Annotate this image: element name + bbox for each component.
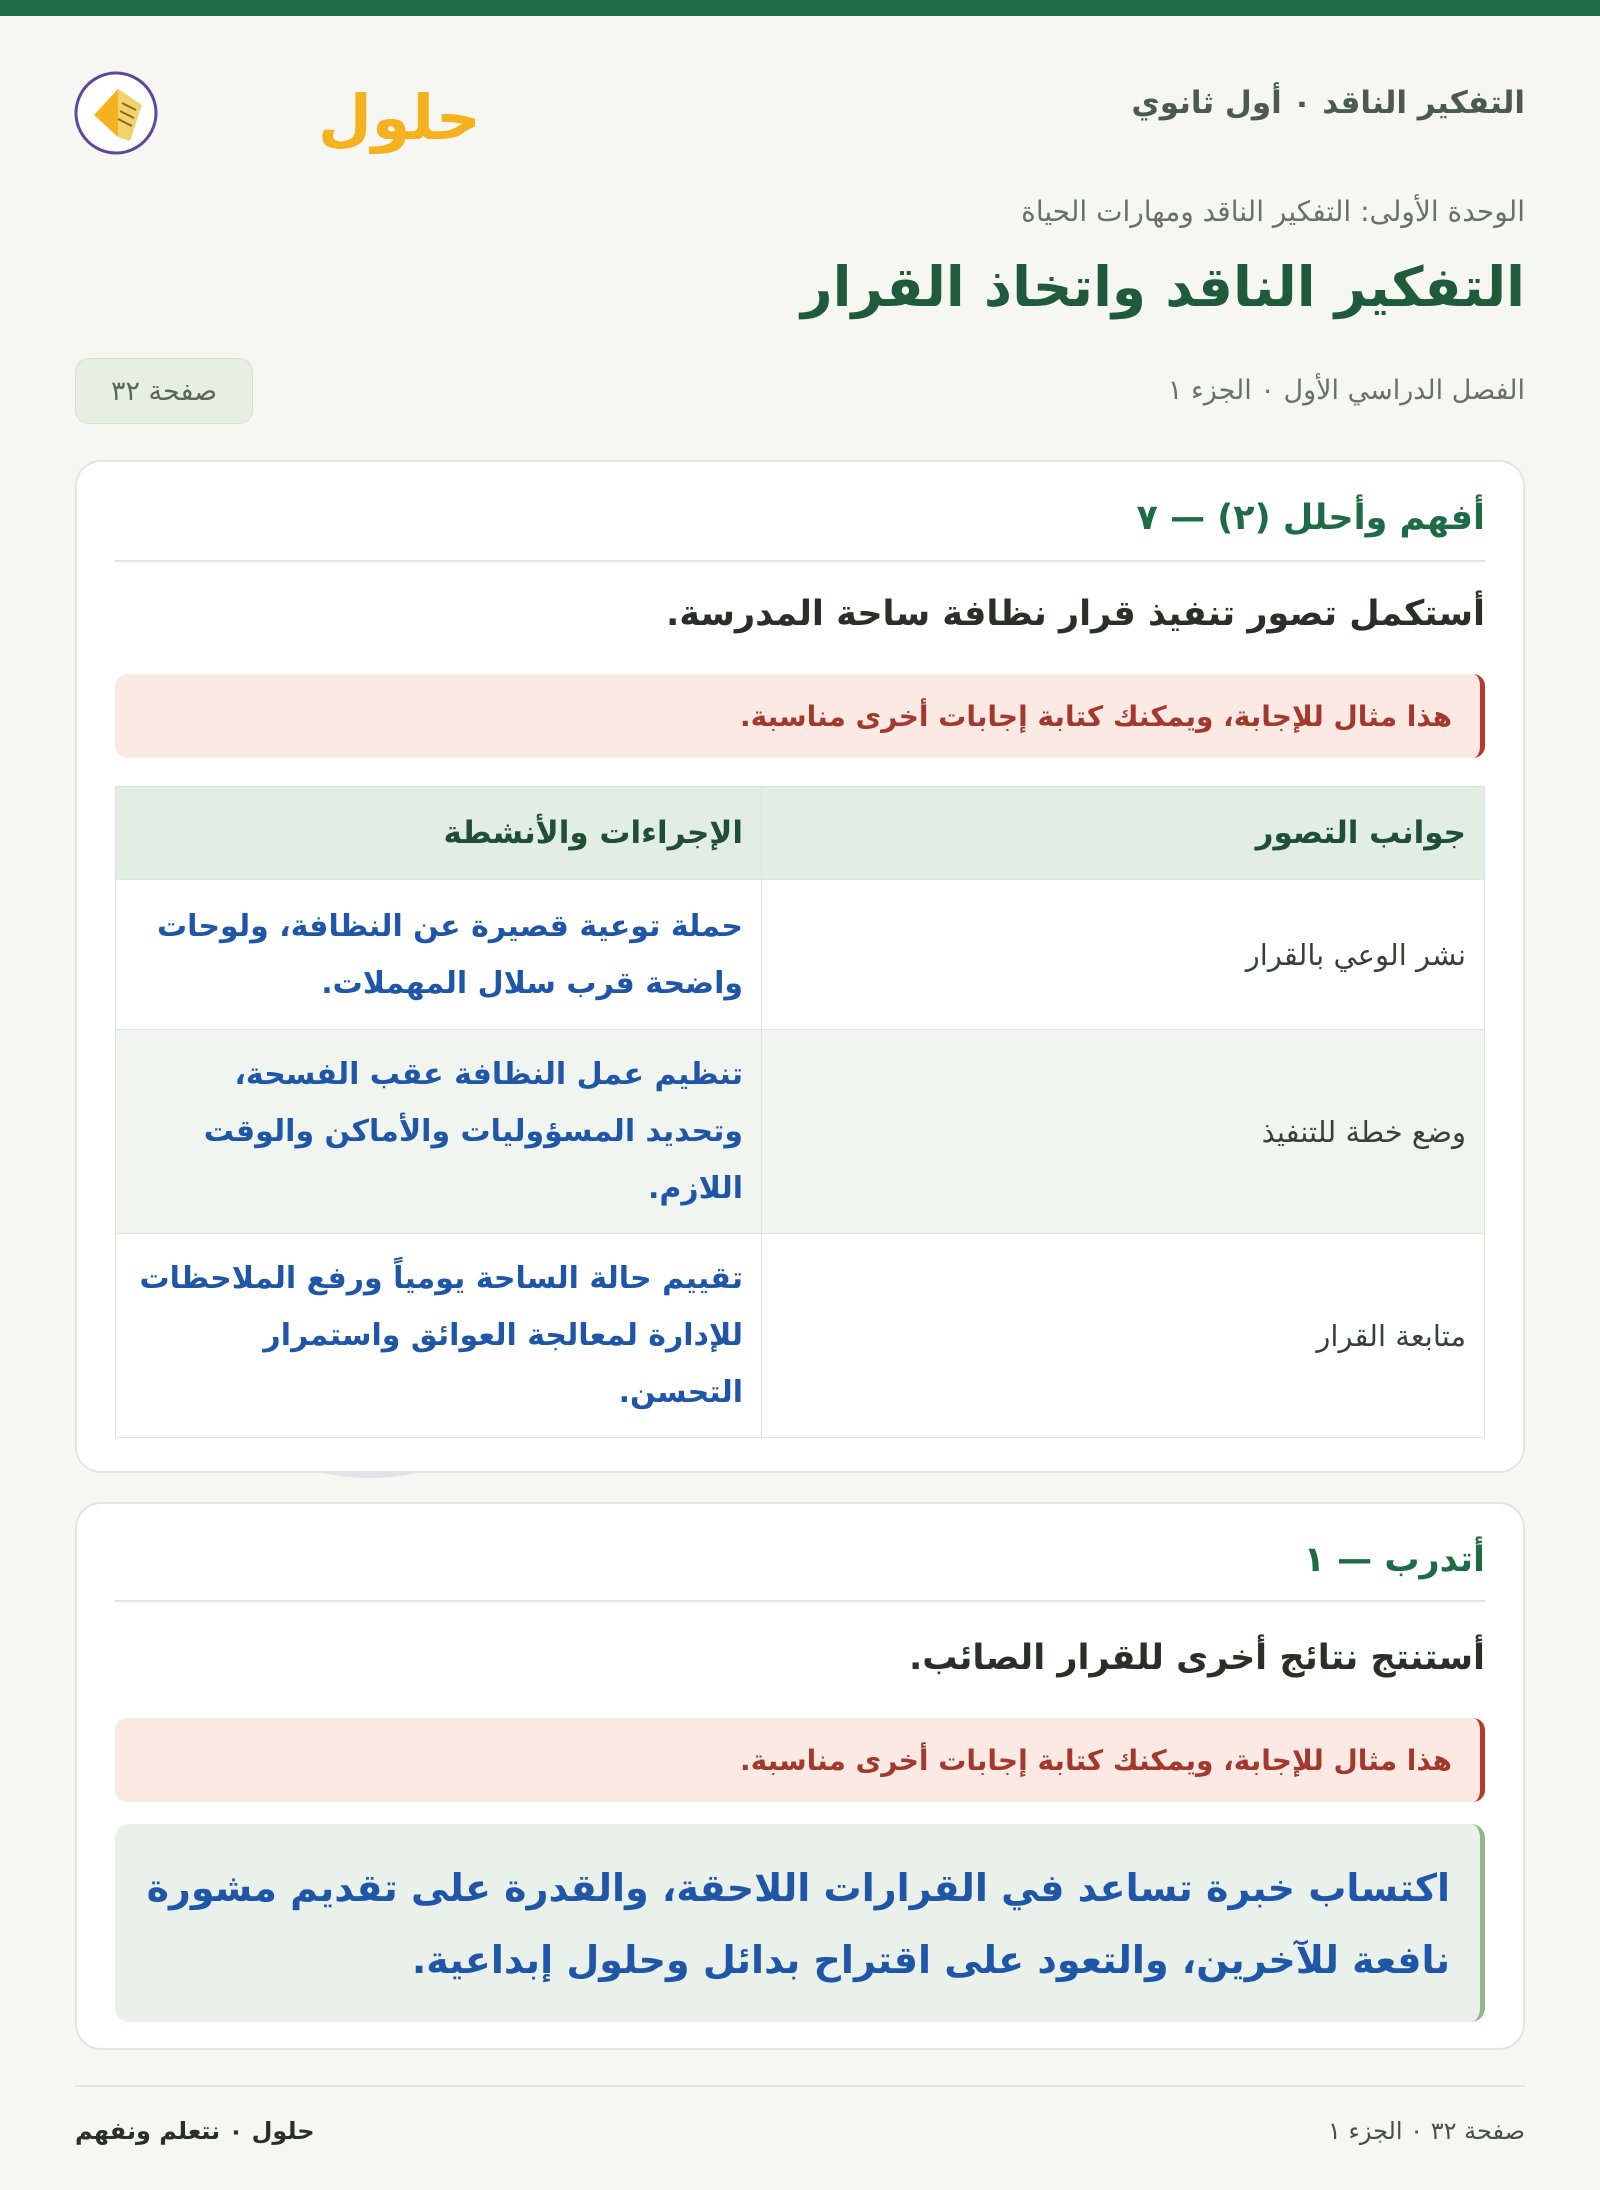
example-note: هذا مثال للإجابة، ويمكنك كتابة إجابات أخرى مناسبة.	[115, 1718, 1485, 1802]
action-cell: تقييم حالة الساحة يومياً ورفع الملاحظات للإدارة لمعالجة العوائق واستمرار التحسن.	[116, 1234, 762, 1438]
page-badge: صفحة ٣٢	[75, 358, 253, 424]
exercise-card-2	[75, 1502, 1525, 2050]
exercise-card-1	[75, 460, 1525, 1473]
response-table	[115, 786, 1485, 1438]
unit-label: الوحدة الأولى: التفكير الناقد ومهارات الحياة	[1021, 195, 1525, 228]
lesson-title: التفكير الناقد واتخاذ القرار	[800, 255, 1525, 319]
answer-box: اكتساب خبرة تساعد في القرارات اللاحقة، والقدرة على تقديم مشورة نافعة للآخرين، والتعود على اقتراح بدائل وحلول إبداعية.	[115, 1824, 1485, 2022]
logo[interactable]	[72, 55, 481, 170]
footer-divider	[75, 2085, 1525, 2087]
subject-label: التفكير الناقد ٠ أول ثانوي	[1131, 85, 1525, 121]
aspect-cell: وضع خطة للتنفيذ	[762, 1030, 1485, 1234]
action-cell: حملة توعية قصيرة عن النظافة، ولوحات واضحة قرب سلال المهملات.	[116, 880, 762, 1030]
table-header-aspect: جوانب التصور	[762, 787, 1485, 880]
section-divider	[115, 1600, 1485, 1602]
table-header-action: الإجراءات والأنشطة	[116, 787, 762, 880]
section-title: أفهم وأحلل (٢) — ٧	[1136, 498, 1485, 538]
table-row	[116, 1030, 1485, 1234]
top-accent-bar	[0, 0, 1600, 16]
term-label: الفصل الدراسي الأول ٠ الجزء ١	[1167, 375, 1525, 406]
table-row	[116, 880, 1485, 1030]
section-title: أتدرب — ١	[1303, 1540, 1485, 1580]
aspect-cell: نشر الوعي بالقرار	[762, 880, 1485, 1030]
logo-text: حلول	[318, 81, 481, 154]
footer-brand: حلول ٠ نتعلم ونفهم	[75, 2117, 315, 2145]
section-divider	[115, 560, 1485, 562]
action-cell: تنظيم عمل النظافة عقب الفسحة، وتحديد المسؤوليات والأماكن والوقت اللازم.	[116, 1030, 762, 1234]
question-text: أستكمل تصور تنفيذ قرار نظافة ساحة المدرسة.	[666, 594, 1485, 634]
question-text: أستنتج نتائج أخرى للقرار الصائب.	[908, 1638, 1485, 1678]
example-note: هذا مثال للإجابة، ويمكنك كتابة إجابات أخرى مناسبة.	[115, 674, 1485, 758]
logo-book-icon	[76, 73, 156, 153]
table-row	[116, 1234, 1485, 1438]
footer-page-info: صفحة ٣٢ ٠ الجزء ١	[1328, 2117, 1525, 2145]
aspect-cell: متابعة القرار	[762, 1234, 1485, 1438]
